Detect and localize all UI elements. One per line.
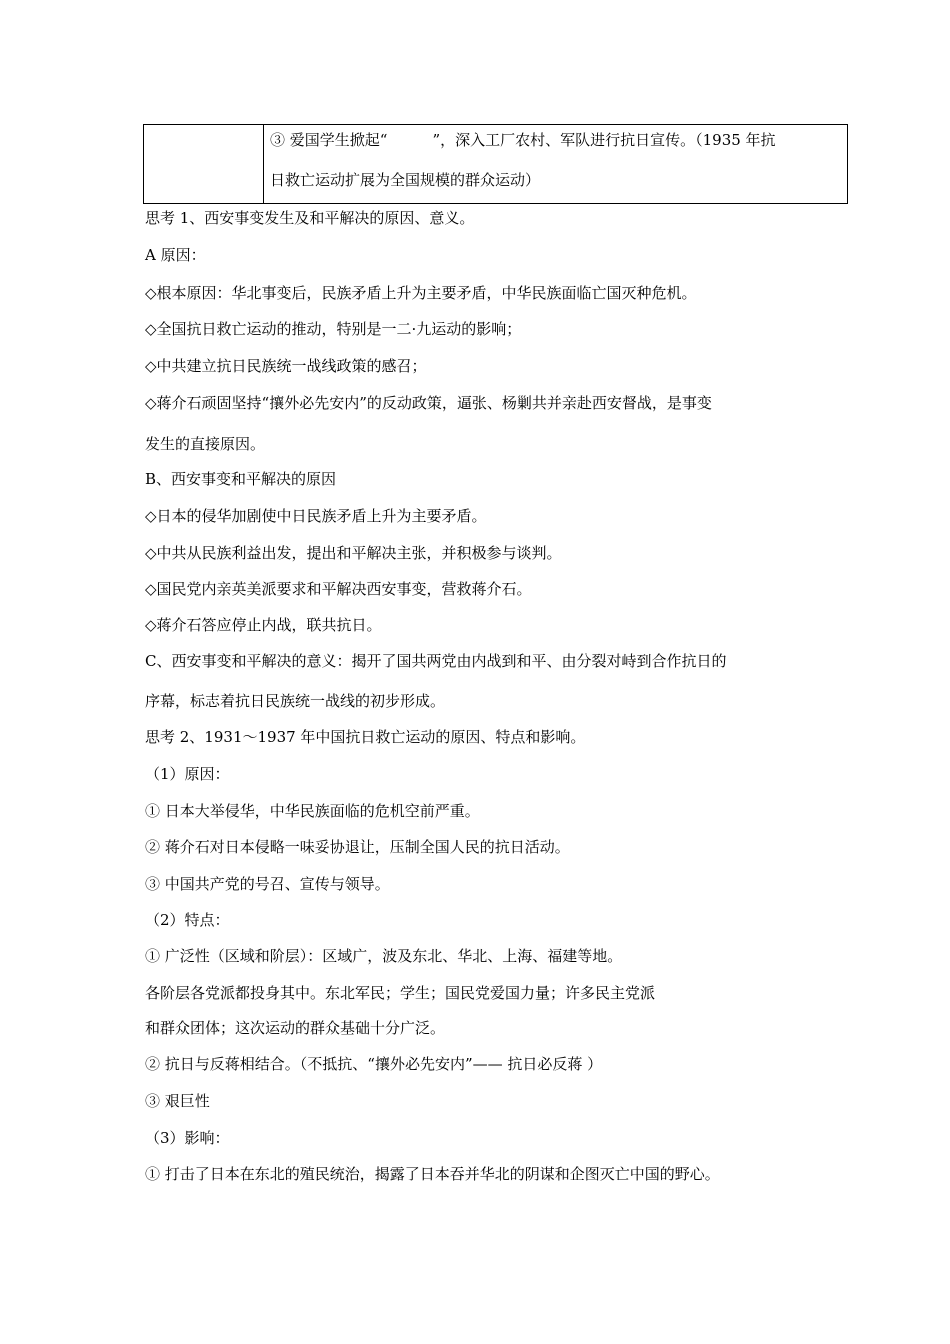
text-line: 序幕，标志着抗日民族统一战线的初步形成。 (145, 692, 446, 710)
text-line: 发生的直接原因。 (145, 435, 266, 453)
table-cell-left (144, 125, 264, 203)
table (143, 124, 848, 204)
subheading-features: （2）特点： (145, 911, 230, 929)
section-a-heading: A 原因： (145, 246, 206, 264)
text-line: ② 蒋介石对日本侵略一味妥协退让，压制全国人民的抗日活动。 (145, 838, 570, 856)
section-b-heading: B、西安事变和平解决的原因 (145, 470, 337, 488)
heading-think-1: 思考 1、西安事变发生及和平解决的原因、意义。 (145, 209, 475, 227)
section-c-heading: C、西安事变和平解决的意义：揭开了国共两党由内战到和平、由分裂对峙到合作抗日的 (145, 652, 727, 670)
text-line: ② 抗日与反蒋相结合。（不抵抗、“攘外必先安内”—— 抗日必反蒋 ） (145, 1055, 603, 1073)
text-line: 各阶层各党派都投身其中。东北军民；学生；国民党爱国力量；许多民主党派 (145, 984, 656, 1002)
text-line: 和群众团体；这次运动的群众基础十分广泛。 (145, 1019, 446, 1037)
subheading-causes: （1）原因： (145, 765, 230, 783)
text-line: ◇蒋介石顽固坚持“攘外必先安内”的反动政策，逼张、杨剿共并亲赴西安督战，是事变 (145, 394, 712, 412)
subheading-impact: （3）影响： (145, 1129, 230, 1147)
text-line: ◇全国抗日救亡运动的推动，特别是一二·九运动的影响； (145, 320, 522, 338)
table-text-line-1: ③ 爱国学生掀起“ ”，深入工厂农村、军队进行抗日宣传。（1935 年抗 (270, 131, 776, 149)
text-line: ① 打击了日本在东北的殖民统治，揭露了日本吞并华北的阴谋和企图灭亡中国的野心。 (145, 1165, 720, 1183)
table-text-line-2: 日救亡运动扩展为全国规模的群众运动） (270, 171, 541, 189)
text-line: ◇蒋介石答应停止内战，联共抗日。 (145, 616, 382, 634)
text-line: ① 广泛性（区域和阶层）：区域广，波及东北、华北、上海、福建等地。 (145, 947, 623, 965)
text-line: ① 日本大举侵华，中华民族面临的危机空前严重。 (145, 802, 480, 820)
text-line: ③ 中国共产党的号召、宣传与领导。 (145, 875, 390, 893)
text-line: ◇国民党内亲英美派要求和平解决西安事变，营救蒋介石。 (145, 580, 532, 598)
text-line: ◇根本原因：华北事变后，民族矛盾上升为主要矛盾，中华民族面临亡国灭种危机。 (145, 284, 697, 302)
heading-think-2: 思考 2、1931～1937 年中国抗日救亡运动的原因、特点和影响。 (145, 728, 586, 746)
text-line: ◇日本的侵华加剧使中日民族矛盾上升为主要矛盾。 (145, 507, 487, 525)
text-line: ◇中共从民族利益出发，提出和平解决主张，并积极参与谈判。 (145, 544, 562, 562)
text-line: ③ 艰巨性 (145, 1092, 210, 1110)
text-line: ◇中共建立抗日民族统一战线政策的感召； (145, 357, 427, 375)
